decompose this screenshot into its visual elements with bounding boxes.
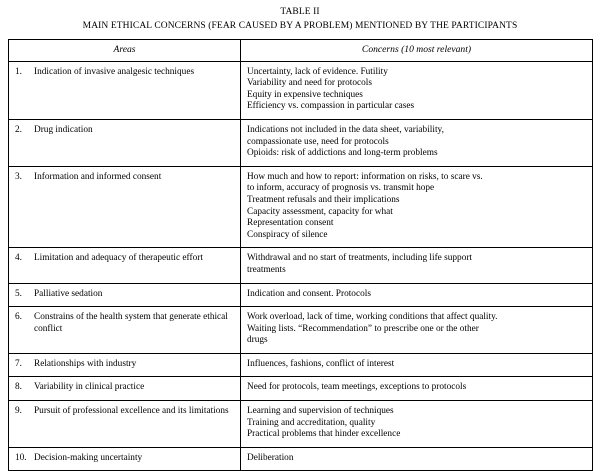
area-number: 4. xyxy=(15,253,22,264)
table-row xyxy=(9,447,593,471)
concern-line: Indications not included in the data sheet, variability, xyxy=(247,124,444,135)
table-cell-area xyxy=(9,447,241,471)
table-row xyxy=(9,353,593,377)
concern-line: Training and accreditation, quality xyxy=(247,417,376,428)
table-cell-area xyxy=(9,119,241,166)
column-header-areas: Areas xyxy=(9,40,241,62)
concern-list xyxy=(247,359,586,371)
concern-list xyxy=(247,406,586,441)
concern-list xyxy=(247,289,586,301)
area-label: Variability in clinical practice xyxy=(34,382,145,393)
table-cell-area xyxy=(9,283,241,307)
area-number: 6. xyxy=(15,312,22,323)
table-cell-concerns xyxy=(241,61,593,119)
concern-line: Indication and consent. Protocols xyxy=(247,288,371,299)
concern-line: drugs xyxy=(247,335,268,346)
concern-list xyxy=(247,125,586,160)
table-row xyxy=(9,283,593,307)
table-row xyxy=(9,377,593,401)
area-label: Drug indication xyxy=(34,124,93,135)
concern-line: Need for protocols, team meetings, exceptions to protocols xyxy=(247,382,467,393)
table-body xyxy=(9,61,593,471)
concern-list xyxy=(247,253,586,276)
area-number: 7. xyxy=(15,358,22,369)
area-number: 2. xyxy=(15,124,22,135)
area-label: Indication of invasive analgesic techniques xyxy=(34,66,195,77)
concern-line: Deliberation xyxy=(247,452,294,463)
concern-line: How much and how to report: information on risks, to scare vs. xyxy=(247,171,483,182)
table-row xyxy=(9,401,593,448)
concern-line: Variability and need for protocols xyxy=(247,78,372,89)
table-cell-area xyxy=(9,353,241,377)
table-cell-concerns xyxy=(241,401,593,448)
table-cell-concerns xyxy=(241,283,593,307)
concern-list xyxy=(247,172,586,242)
table-caption xyxy=(8,6,592,33)
table-cell-concerns xyxy=(241,307,593,354)
concern-list xyxy=(247,453,586,465)
table-cell-concerns xyxy=(241,166,593,248)
table-cell-area xyxy=(9,401,241,448)
table-row xyxy=(9,248,593,283)
area-number: 3. xyxy=(15,171,22,182)
table-row xyxy=(9,307,593,354)
ethical-concerns-table xyxy=(8,39,593,471)
table-row xyxy=(9,166,593,248)
concern-line: compassionate use, need for protocols xyxy=(247,136,389,147)
concern-line: Work overload, lack of time, working conditions that affect quality. xyxy=(247,312,498,323)
concern-list xyxy=(247,67,586,113)
concern-line: Equity in expensive techniques xyxy=(247,89,363,100)
table-cell-concerns xyxy=(241,248,593,283)
concern-list xyxy=(247,382,586,394)
concern-line: to inform, accuracy of prognosis vs. transmit hope xyxy=(247,183,435,194)
table-cell-area xyxy=(9,307,241,354)
table-cell-concerns xyxy=(241,119,593,166)
concern-line: Learning and supervision of techniques xyxy=(247,406,394,417)
area-number: 10. xyxy=(15,452,27,463)
table-header-row xyxy=(9,40,593,62)
table-cell-area xyxy=(9,61,241,119)
area-label: Information and informed consent xyxy=(34,171,162,182)
concern-line: treatments xyxy=(247,264,286,275)
concern-line: Capacity assessment, capacity for what xyxy=(247,206,393,217)
concern-line: Uncertainty, lack of evidence. Futility xyxy=(247,66,388,77)
table-cell-concerns xyxy=(241,447,593,471)
area-number: 1. xyxy=(15,66,22,77)
column-header-concerns: Concerns (10 most relevant) xyxy=(241,40,593,62)
concern-line: Conspiracy of silence xyxy=(247,229,328,240)
table-row xyxy=(9,119,593,166)
table-number: TABLE II xyxy=(280,7,320,17)
area-label: Decision-making uncertainty xyxy=(34,452,143,463)
area-label: Palliative sedation xyxy=(34,288,103,299)
table-cell-concerns xyxy=(241,377,593,401)
concern-line: Waiting lists. “Recommendation” to prescribe one or the other xyxy=(247,323,479,334)
area-label: Constrains of the health system that generate ethical conflict xyxy=(34,312,228,334)
area-label: Limitation and adequacy of therapeutic effort xyxy=(34,253,203,264)
table-cell-area xyxy=(9,166,241,248)
concern-line: Efficiency vs. compassion in particular cases xyxy=(247,101,415,112)
table-title: MAIN ETHICAL CONCERNS (FEAR CAUSED BY A PROBLEM) MENTIONED BY THE PARTICIPANTS xyxy=(82,21,518,31)
table-cell-concerns xyxy=(241,353,593,377)
area-number: 5. xyxy=(15,288,22,299)
area-label: Pursuit of professional excellence and its limitations xyxy=(34,406,229,417)
area-number: 8. xyxy=(15,382,22,393)
concern-line: Opioids: risk of addictions and long-term problems xyxy=(247,148,438,159)
concern-line: Representation consent xyxy=(247,218,334,229)
area-number: 9. xyxy=(15,406,22,417)
concern-line: Withdrawal and no start of treatments, including life support xyxy=(247,253,473,264)
area-label: Relationships with industry xyxy=(34,358,137,369)
concern-line: Practical problems that hinder excellence xyxy=(247,429,401,440)
concern-list xyxy=(247,312,586,347)
table-cell-area xyxy=(9,377,241,401)
table-cell-area xyxy=(9,248,241,283)
concern-line: Influences, fashions, conflict of interest xyxy=(247,358,395,369)
table-row xyxy=(9,61,593,119)
concern-line: Treatment refusals and their implications xyxy=(247,194,400,205)
